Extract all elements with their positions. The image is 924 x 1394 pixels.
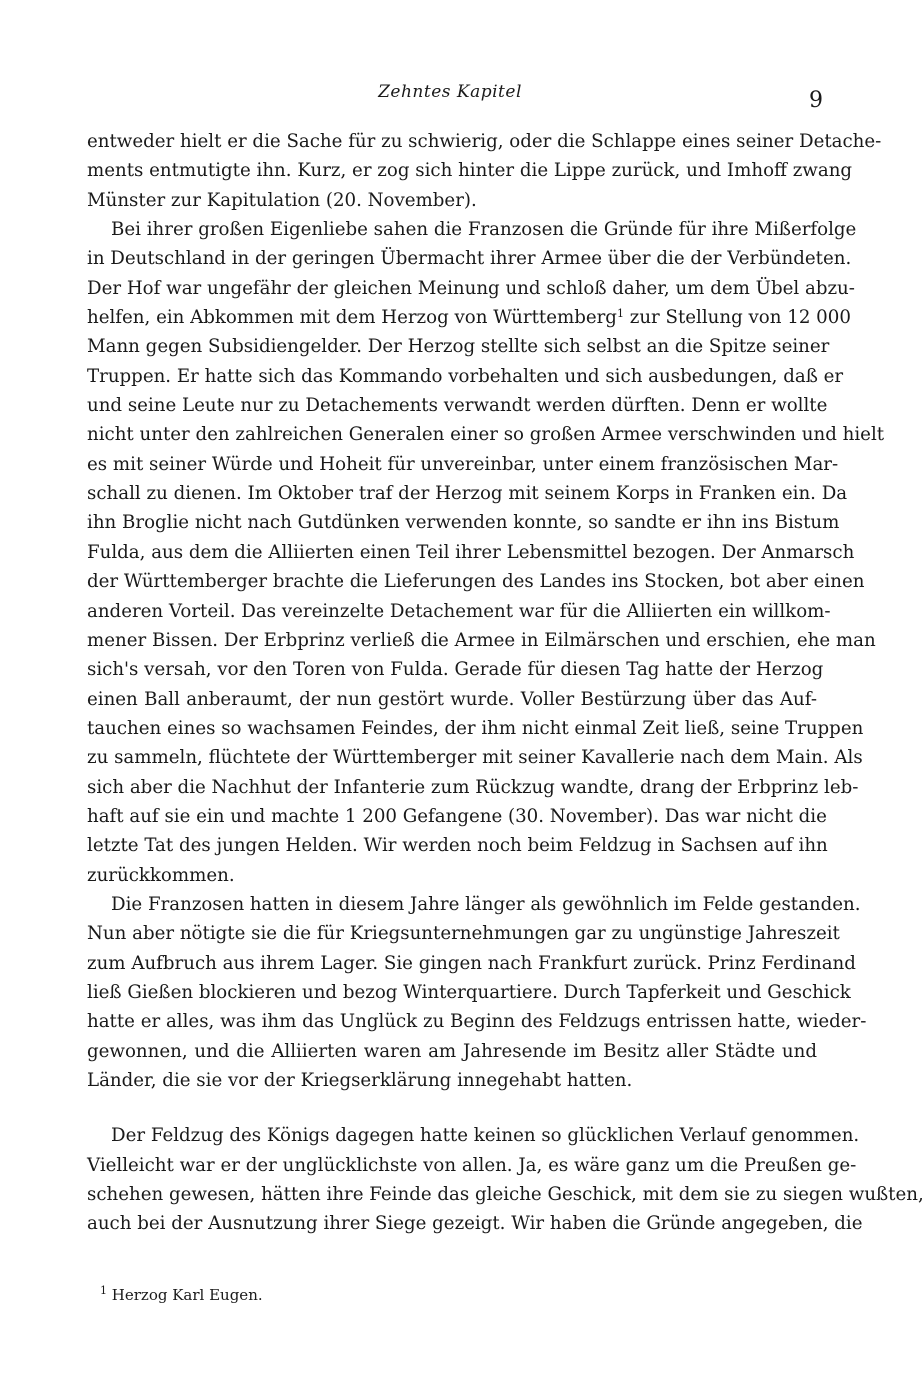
text-line: schall zu dienen. Im Oktober traf der Herzog mit seinem Korps in Franken ein. Da bbox=[87, 483, 848, 505]
text-line: hatte er alles, was ihm das Unglück zu Beginn des Feldzugs entrissen hatte, wieder- bbox=[87, 1011, 867, 1033]
paragraph bbox=[87, 1121, 924, 1238]
text-line: zu sammeln, flüchtete der Württemberger mit seiner Kavallerie nach dem Main. Als bbox=[87, 747, 863, 769]
text-line: Der Feldzug des Königs dagegen hatte keinen so glücklichen Verlauf genommen. bbox=[111, 1125, 860, 1147]
text-line: zurückkommen. bbox=[87, 864, 235, 886]
text-line: gewonnen, und die Alliierten waren am Jahresende im Besitz aller Städte und bbox=[87, 1040, 817, 1062]
text-segment: helfen, ein Abkommen mit dem Herzog von Württemberg bbox=[87, 307, 617, 329]
text-segment: zur Stellung von 12 000 bbox=[629, 307, 851, 329]
text-line: ments entmutigte ihn. Kurz, er zog sich hinter die Lippe zurück, und Imhoff zwang bbox=[87, 160, 853, 182]
text-line: Der Hof war ungefähr der gleichen Meinung und schloß daher, um dem Übel abzu- bbox=[87, 277, 855, 299]
text-line: sich aber die Nachhut der Infanterie zum Rückzug wandte, drang der Erbprinz leb- bbox=[87, 776, 859, 798]
text-line: Münster zur Kapitulation (20. November). bbox=[87, 189, 477, 211]
text-line: Die Franzosen hatten in diesem Jahre länger als gewöhnlich im Felde gestanden. bbox=[111, 893, 861, 915]
text-line: zum Aufbruch aus ihrem Lager. Sie gingen nach Frankfurt zurück. Prinz Ferdinand bbox=[87, 952, 856, 974]
text-line: einen Ball anberaumt, der nun gestört wurde. Voller Bestürzung über das Auf- bbox=[87, 688, 817, 710]
running-title: Zehntes Kapitel bbox=[378, 82, 522, 102]
text-line: der Württemberger brachte die Lieferungen des Landes ins Stocken, bot aber einen bbox=[87, 571, 865, 593]
text-line: Länder, die sie vor der Kriegserklärung innegehabt hatten. bbox=[87, 1070, 633, 1091]
text-line: Mann gegen Subsidiengelder. Der Herzog stellte sich selbst an die Spitze seiner bbox=[87, 336, 830, 358]
text-line: Bei ihrer großen Eigenliebe sahen die Franzosen die Gründe für ihre Mißerfolge bbox=[111, 219, 857, 241]
text-line: anderen Vorteil. Das vereinzelte Detachement war für die Alliierten ein willkom- bbox=[87, 600, 831, 622]
text-line: auch bei der Ausnutzung ihrer Siege gezeigt. Wir haben die Gründe angegeben, die bbox=[87, 1213, 863, 1235]
text-line: tauchen eines so wachsamen Feindes, der ihm nicht einmal Zeit ließ, seine Truppen bbox=[87, 717, 864, 739]
footnote-reference: 1 bbox=[616, 307, 624, 321]
footnote-text: Herzog Karl Eugen. bbox=[111, 1286, 263, 1304]
text-line: es mit seiner Würde und Hoheit für unvereinbar, unter einem französischen Mar- bbox=[87, 453, 839, 475]
text-line: Fulda, aus dem die Alliierten einen Teil ihrer Lebensmittel bezogen. Der Anmarsch bbox=[87, 541, 855, 563]
paragraph bbox=[87, 127, 882, 215]
footnote bbox=[100, 1286, 263, 1304]
text-line: Truppen. Er hatte sich das Kommando vorbehalten und sich ausbedungen, daß er bbox=[87, 365, 844, 387]
text-line: haft auf sie ein und machte 1 200 Gefangene (30. November). Das war nicht die bbox=[87, 805, 827, 827]
paragraph bbox=[87, 890, 867, 1095]
page-number: 9 bbox=[809, 88, 823, 113]
text-line: Nun aber nötigte sie die für Kriegsunternehmungen gar zu ungünstige Jahreszeit bbox=[87, 923, 840, 945]
text-line-with-footnote bbox=[87, 303, 851, 332]
text-line: schehen gewesen, hätten ihre Feinde das gleiche Geschick, mit dem sie zu siegen wußten, bbox=[87, 1184, 924, 1206]
paragraph bbox=[87, 215, 885, 890]
text-line: mener Bissen. Der Erbprinz verließ die Armee in Eilmärschen und erschien, ehe man bbox=[87, 629, 876, 651]
text-line: entweder hielt er die Sache für zu schwierig, oder die Schlappe eines seiner Detache- bbox=[87, 131, 882, 152]
text-line: ihn Broglie nicht nach Gutdünken verwenden konnte, so sandte er ihn ins Bistum bbox=[87, 512, 840, 534]
section-gap bbox=[87, 1095, 817, 1121]
footnote-marker: 1 bbox=[100, 1284, 107, 1297]
text-line: nicht unter den zahlreichen Generalen einer so großen Armee verschwinden und hielt bbox=[87, 424, 885, 446]
page-header bbox=[0, 82, 900, 112]
text-line: ließ Gießen blockieren und bezog Winterquartiere. Durch Tapferkeit und Geschick bbox=[87, 981, 851, 1003]
text-line: und seine Leute nur zu Detachements verwandt werden dürften. Denn er wollte bbox=[87, 395, 828, 417]
text-line: Vielleicht war er der unglücklichste von allen. Ja, es wäre ganz um die Preußen ge- bbox=[87, 1154, 857, 1176]
text-line: letzte Tat des jungen Helden. Wir werden noch beim Feldzug in Sachsen auf ihn bbox=[87, 835, 828, 857]
text-line: in Deutschland in der geringen Übermacht ihrer Armee über die der Verbündeten. bbox=[87, 248, 852, 270]
text-line: sich's versah, vor den Toren von Fulda. Gerade für diesen Tag hatte der Herzog bbox=[87, 659, 824, 681]
body-text bbox=[87, 127, 924, 1239]
